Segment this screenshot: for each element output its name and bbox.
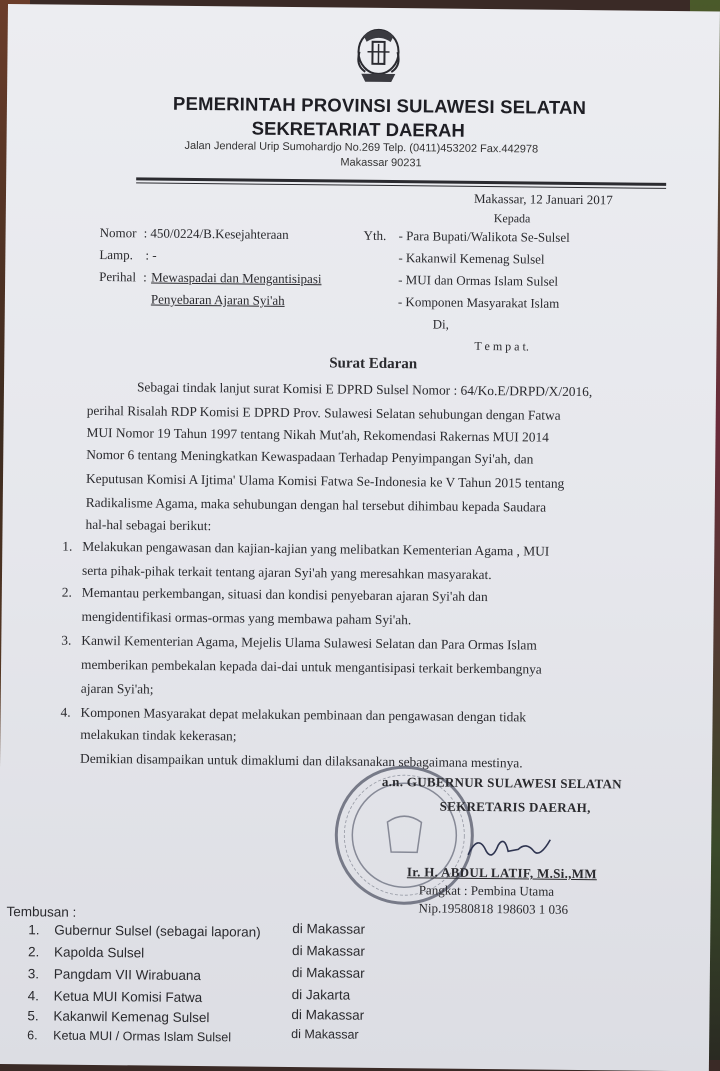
tembusan-item: Kakanwil Kemenag Sulsel	[53, 1008, 210, 1026]
point-line: melakukan tindak kekerasan;	[80, 726, 237, 744]
place-date: Makassar, 12 Januari 2017	[473, 190, 613, 208]
signature-rank: Pangkat : Pembina Utama	[418, 882, 555, 899]
nomor-label: Nomor	[99, 224, 137, 241]
body-line: hal-hal sebagai berikut:	[85, 516, 212, 534]
perihal-colon: :	[143, 269, 147, 285]
point-number: 4.	[60, 704, 71, 720]
signature-nip: Nip.19580818 198603 1 036	[418, 900, 569, 917]
perihal-label: Perihal	[99, 268, 137, 285]
letterhead-line1: PEMERINTAH PROVINSI SULAWESI SELATAN	[172, 92, 587, 119]
tembusan-number: 6.	[27, 1028, 38, 1043]
tembusan-number: 3.	[27, 966, 40, 982]
body-line: MUI Nomor 19 Tahun 1997 tentang Nikah Mut'ah, Rekomendasi Rakernas MUI 2014	[86, 424, 549, 445]
tembusan-item: Ketua MUI Komisi Fatwa	[53, 988, 203, 1006]
recipient-item: - Komponen Masyarakat Islam	[397, 294, 560, 311]
point-line: serta pihak-pihak terkait tentang ajaran Syi'ah yang meresahkan masyarakat.	[81, 562, 492, 583]
letterhead-line2: SEKRETARIAT DAERAH	[251, 117, 465, 141]
tembusan-place: di Makassar	[291, 965, 365, 981]
tembusan-number: 5.	[27, 1008, 39, 1024]
lamp-value: : -	[145, 247, 157, 263]
tembusan-label: Tembusan :	[6, 904, 77, 920]
letter-title: Surat Edaran	[329, 355, 418, 373]
tembusan-place: di Jakarta	[291, 987, 351, 1003]
point-line: Komponen Masyarakat depat melakukan pembinaan dan pengawasan dengan tidak	[80, 704, 527, 725]
tembusan-item: Gubernur Sulsel (sebagai laporan)	[54, 922, 261, 940]
tembusan-item: Kapolda Sulsel	[53, 944, 145, 961]
letter-paper	[0, 4, 720, 1071]
signature-an: a.n. GUBERNUR SULAWESI SELATAN	[381, 773, 623, 792]
recipient-item: - Para Bupati/Walikota Se-Sulsel	[398, 228, 570, 245]
tembusan-place: di Makassar	[291, 1027, 359, 1042]
point-number: 3.	[61, 632, 72, 648]
point-number: 2.	[61, 584, 72, 600]
lamp-label: Lamp.	[99, 246, 134, 263]
tembusan-number: 1.	[28, 922, 40, 938]
point-line: Melakukan pengawasan dan kajian-kajian yang melibatkan Kementerian Agama , MUI	[82, 538, 550, 559]
point-line: ajaran Syi'ah;	[80, 680, 154, 697]
tembusan-number: 4.	[27, 988, 39, 1004]
signature-role: SEKRETARIS DAERAH,	[439, 798, 591, 816]
body-line: Nomor 6 tentang Meningkatkan Kewaspadaan Terhadap Penyimpangan Syi'ah, dan	[86, 446, 534, 467]
point-line: Memantau perkembangan, situasi dan kondisi penyebaran ajaran Syi'ah dan	[81, 584, 488, 605]
body-line: Radikalisme Agama, maka sehubungan dengan hal tersebut dihimbau kepada Saudara	[85, 494, 547, 515]
tembusan-number: 2.	[27, 944, 40, 960]
kepada-label: Kepada	[493, 211, 531, 226]
closing-line: Demikian disampaikan untuk dimaklumi dan dilaksanakan sebagaimana mestinya.	[80, 750, 523, 771]
di-label: Di,	[432, 316, 450, 332]
letterhead-city: Makassar 90231	[340, 156, 422, 170]
body-line: Keputusan Komisi A Ijtima' Ulama Komisi Fatwa Se-Indonesia ke V Tahun 2015 tentang	[85, 470, 565, 491]
point-line: Kanwil Kementerian Agama, Mejelis Ulama Sulawesi Selatan dan Para Ormas Islam	[81, 632, 537, 653]
signature-name: Ir. H. ABDUL LATIF, M.Si.,MM	[406, 864, 597, 882]
recipient-item: - Kakanwil Kemenag Sulsel	[398, 250, 545, 267]
tempat-label: T e m p a t.	[474, 338, 529, 354]
tembusan-item: Pangdam VII Wirabuana	[53, 966, 202, 984]
point-number: 1.	[62, 538, 73, 554]
tembusan-place: di Makassar	[292, 921, 366, 937]
provincial-emblem-icon	[345, 22, 412, 89]
perihal-line1: Mewaspadai dan Mengantisipasi	[151, 269, 322, 287]
tembusan-place: di Makassar	[291, 1007, 365, 1023]
point-line: memberikan pembekalan kepada dai-dai untuk mengantisipasi terkait berkembangnya	[81, 656, 542, 677]
tembusan-place: di Makassar	[292, 943, 365, 959]
point-line: mengidentifikasi ormas-ormas yang membawa paham Syi'ah.	[81, 608, 412, 628]
nomor-value: : 450/0224/B.Kesejahteraan	[143, 225, 289, 242]
body-line: Sebagai tindak lanjut surat Komisi E DPRD Sulsel Nomor : 64/Ko.E/DRPD/X/2016,	[136, 379, 593, 400]
recipient-item: - MUI dan Ormas Islam Sulsel	[398, 272, 559, 289]
yth-label: Yth.	[363, 227, 387, 243]
letterhead-address: Jalan Jenderal Urip Sumohardjo No.269 Telp. (0411)453202 Fax.442978	[184, 139, 539, 156]
tembusan-item: Ketua MUI / Ormas Islam Sulsel	[53, 1028, 232, 1045]
perihal-line2: Penyebaran Ajaran Syi'ah	[150, 291, 285, 308]
body-line: perihal Risalah RDP Komisi E DPRD Prov. Sulawesi Selatan sehubungan dengan Fatwa	[86, 402, 561, 423]
handwritten-signature-icon	[464, 827, 554, 868]
